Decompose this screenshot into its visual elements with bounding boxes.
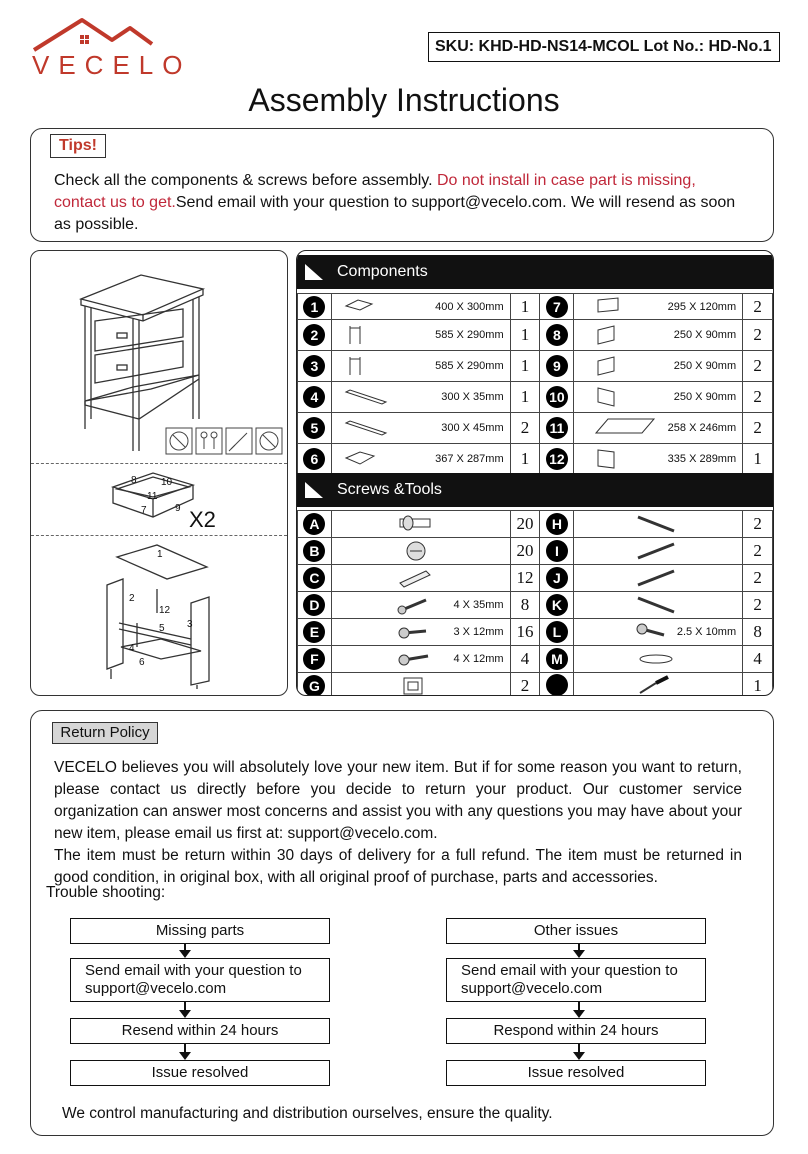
component-row <box>298 444 773 475</box>
part-dimension: 400 X 300mm <box>435 300 504 313</box>
hardware-icon <box>634 567 680 589</box>
part-quantity: 2 <box>743 351 773 382</box>
hardware-letter-badge: M <box>546 648 568 670</box>
component-part-icon <box>344 296 390 318</box>
screws-tools-title: Screws &Tools <box>337 481 442 498</box>
parts-list-panel <box>296 250 774 696</box>
flow-resend: Resend within 24 hours <box>70 1018 330 1044</box>
drawer-part-label: 7 <box>141 505 147 516</box>
flow-arrow <box>184 944 186 956</box>
hardware-icon <box>396 648 442 670</box>
screw-row <box>298 673 773 697</box>
part-number-badge: 9 <box>546 355 568 377</box>
hardware-quantity: 8 <box>510 592 540 619</box>
tips-label: Tips! <box>50 134 106 158</box>
part-number-badge: 3 <box>303 355 325 377</box>
flow-send-email: Send email with your question to support@vecelo.com <box>446 958 706 1002</box>
corner-triangle-icon <box>305 264 323 280</box>
hardware-quantity: 1 <box>743 673 773 697</box>
flow-arrow <box>184 1044 186 1058</box>
assembly-preview-panel <box>30 250 288 696</box>
hardware-size: 3 X 12mm <box>453 626 504 638</box>
component-part-icon <box>594 355 656 377</box>
assembly-part-label: 6 <box>139 657 145 668</box>
hardware-quantity: 4 <box>743 646 773 673</box>
assembly-part-label: 4 <box>129 643 135 654</box>
flow-arrow <box>578 944 580 956</box>
part-quantity: 1 <box>510 444 540 475</box>
hardware-letter-badge: C <box>303 567 325 589</box>
part-number-badge: 1 <box>303 296 325 318</box>
flow-respond: Respond within 24 hours <box>446 1018 706 1044</box>
part-number-badge: 5 <box>303 417 325 439</box>
part-number-badge: 10 <box>546 386 568 408</box>
part-dimension: 250 X 90mm <box>673 391 737 403</box>
flow-other-issues: Other issues <box>446 918 706 944</box>
trouble-shooting-label: Trouble shooting: <box>46 884 166 901</box>
component-part-icon <box>594 417 656 439</box>
hardware-quantity: 8 <box>743 619 773 646</box>
hardware-quantity: 20 <box>510 511 540 538</box>
component-part-icon <box>344 417 390 439</box>
hardware-icon <box>396 621 442 643</box>
part-quantity: 2 <box>743 382 773 413</box>
assembly-part-label: 12 <box>159 605 171 616</box>
part-dimension: 250 X 90mm <box>673 329 737 341</box>
component-part-icon <box>594 448 656 470</box>
flow-send-email: Send email with your question to support@vecelo.com <box>70 958 330 1002</box>
hardware-quantity: 2 <box>743 565 773 592</box>
part-dimension: 258 X 246mm <box>667 422 737 434</box>
screws-table <box>297 510 773 696</box>
return-policy-text <box>54 757 742 889</box>
screw-row <box>298 565 773 592</box>
screw-row <box>298 646 773 673</box>
hardware-icon <box>634 594 680 616</box>
logo-wordmark: VECELO <box>32 50 192 80</box>
part-dimension: 335 X 289mm <box>667 453 737 465</box>
assembly-part-label: 1 <box>157 549 163 560</box>
hardware-letter-badge: G <box>303 675 325 696</box>
assembly-part-label: 2 <box>129 593 135 604</box>
hardware-quantity: 4 <box>510 646 540 673</box>
part-dimension: 300 X 45mm <box>441 422 504 434</box>
drawer-multiplier: X2 <box>189 507 216 532</box>
part-number-badge: 7 <box>546 296 568 318</box>
hardware-size: 4 X 12mm <box>453 653 504 665</box>
component-row <box>298 413 773 444</box>
part-number-badge: 12 <box>546 448 568 470</box>
return-policy-label: Return Policy <box>52 722 158 744</box>
component-row <box>298 382 773 413</box>
hardware-quantity: 20 <box>510 538 540 565</box>
page-title: Assembly Instructions <box>248 82 560 118</box>
flow-missing-parts: Missing parts <box>70 918 330 944</box>
hardware-letter-badge: I <box>546 540 568 562</box>
part-number-badge: 11 <box>546 417 568 439</box>
hardware-letter-badge <box>546 674 568 696</box>
part-number-badge: 2 <box>303 324 325 346</box>
hardware-icon <box>396 594 442 616</box>
assembly-tips-icons <box>165 427 283 457</box>
hardware-icon <box>634 513 680 535</box>
hardware-letter-badge: B <box>303 540 325 562</box>
assembly-part-label: 5 <box>159 623 165 634</box>
part-quantity: 1 <box>510 294 540 320</box>
hardware-quantity: 2 <box>743 592 773 619</box>
hardware-letter-badge: H <box>546 513 568 535</box>
part-number-badge: 4 <box>303 386 325 408</box>
tips-warning: Do not install in case part is missing, contact us to get. <box>54 172 696 211</box>
part-dimension: 585 X 290mm <box>435 360 504 372</box>
part-quantity: 2 <box>743 413 773 444</box>
screw-row <box>298 619 773 646</box>
hardware-icon <box>634 540 680 562</box>
hardware-quantity: 2 <box>743 538 773 565</box>
part-quantity: 2 <box>743 320 773 351</box>
return-policy-paragraph: The item must be return within 30 days of delivery for a full refund. The item must be returned in good condition, in original box, with all original proof of purchase, parts and accessories. <box>54 847 742 886</box>
hardware-icon <box>634 648 680 670</box>
components-table <box>297 293 773 475</box>
hardware-icon <box>634 621 680 643</box>
part-quantity: 2 <box>510 413 540 444</box>
assembly-diagram <box>97 543 257 689</box>
tips-text-contact: Send email with your question to support@vecelo.com. We will resend as soon as possible. <box>54 194 736 233</box>
screw-row <box>298 511 773 538</box>
sku-lot-label: SKU: KHD-HD-NS14-MCOL Lot No.: HD-No.1 <box>428 32 780 62</box>
part-quantity: 2 <box>743 294 773 320</box>
tips-text <box>54 170 744 236</box>
part-dimension: 295 X 120mm <box>667 300 737 313</box>
flow-arrow <box>578 1044 580 1058</box>
part-dimension: 250 X 90mm <box>673 360 737 372</box>
component-part-icon <box>344 324 390 346</box>
brand-logo <box>30 14 210 78</box>
hardware-icon <box>396 675 442 696</box>
part-quantity: 1 <box>743 444 773 475</box>
hardware-letter-badge: F <box>303 648 325 670</box>
component-part-icon <box>344 386 390 408</box>
hardware-letter-badge: L <box>546 621 568 643</box>
hardware-quantity: 2 <box>743 511 773 538</box>
component-row <box>298 320 773 351</box>
footer-statement: We control manufacturing and distribution ourselves, ensure the quality. <box>62 1105 553 1122</box>
part-dimension: 585 X 290mm <box>435 329 504 341</box>
tips-text-main: Check all the components & screws before assembly. <box>54 172 437 189</box>
hardware-letter-badge: K <box>546 594 568 616</box>
component-row <box>298 351 773 382</box>
hardware-letter-badge: A <box>303 513 325 535</box>
flow-issue-resolved: Issue resolved <box>446 1060 706 1086</box>
hardware-icon <box>396 513 442 535</box>
screw-row <box>298 538 773 565</box>
drawer-part-label: 8 <box>131 475 137 486</box>
flow-arrow <box>578 1002 580 1016</box>
hardware-quantity: 16 <box>510 619 540 646</box>
screw-row <box>298 592 773 619</box>
component-row <box>298 294 773 320</box>
drawer-part-label: 9 <box>175 503 181 514</box>
components-header <box>297 255 773 289</box>
flow-arrow <box>184 1002 186 1016</box>
hardware-letter-badge: J <box>546 567 568 589</box>
component-part-icon <box>594 386 656 408</box>
corner-triangle-icon <box>305 482 323 498</box>
assembly-part-label: 3 <box>187 619 193 630</box>
hardware-icon <box>396 540 442 562</box>
components-title: Components <box>337 263 428 280</box>
drawer-part-label: 11 <box>147 491 158 502</box>
part-number-badge: 8 <box>546 324 568 346</box>
hardware-letter-badge: E <box>303 621 325 643</box>
component-part-icon <box>344 355 390 377</box>
hardware-size: 2.5 X 10mm <box>676 626 737 638</box>
hardware-quantity: 2 <box>510 673 540 697</box>
screws-tools-header <box>297 473 773 507</box>
part-dimension: 367 X 287mm <box>435 453 504 465</box>
flow-issue-resolved: Issue resolved <box>70 1060 330 1086</box>
hardware-icon <box>634 675 680 696</box>
part-quantity: 1 <box>510 351 540 382</box>
part-dimension: 300 X 35mm <box>441 391 504 403</box>
component-part-icon <box>594 296 656 318</box>
component-part-icon <box>344 448 390 470</box>
hardware-size: 4 X 35mm <box>453 599 504 611</box>
hardware-quantity: 12 <box>510 565 540 592</box>
drawer-part-label: 10 <box>161 477 173 488</box>
hardware-letter-badge: D <box>303 594 325 616</box>
component-part-icon <box>594 324 656 346</box>
part-quantity: 1 <box>510 320 540 351</box>
return-policy-paragraph: VECELO believes you will absolutely love your new item. But if for some reason you want to return, please contact us directly before you decide to return your product. Our customer service organization can answer most concerns and assist you with any questions you may have about your new item, please email us first at: support@vecelo.com. <box>54 759 742 842</box>
part-number-badge: 6 <box>303 448 325 470</box>
hardware-icon <box>396 567 442 589</box>
part-quantity: 1 <box>510 382 540 413</box>
